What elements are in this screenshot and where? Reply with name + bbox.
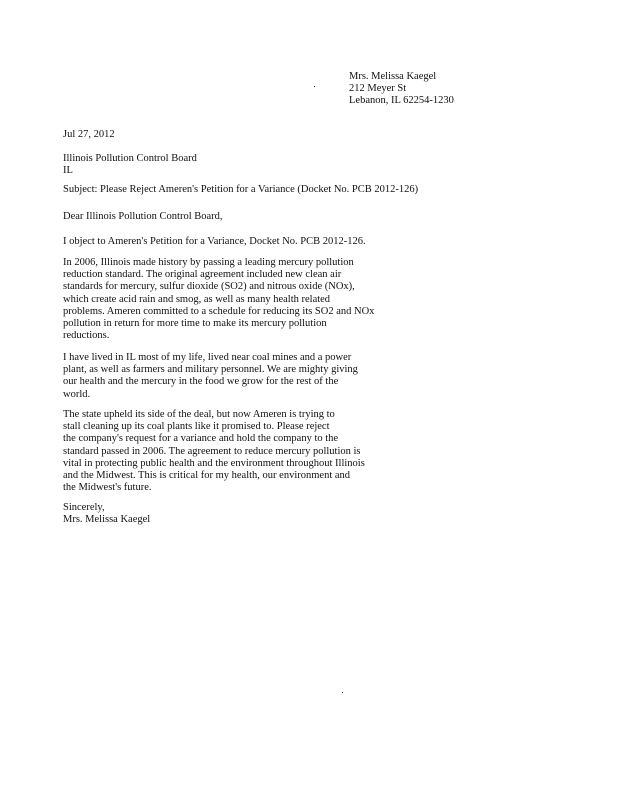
paragraph-line: I object to Ameren's Petition for a Variance, Docket No. PCB 2012-126.: [63, 236, 366, 247]
paragraph-line: which create acid rain and smog, as well as many health related: [63, 293, 331, 305]
sender-name: Mrs. Melissa Kaegel: [349, 71, 437, 82]
sender-street: 212 Meyer St: [349, 83, 407, 95]
paragraph-line: our health and the mercury in the food we grow for the rest of the: [63, 376, 339, 388]
sender-address: [349, 71, 454, 108]
paragraph-line: standard passed in 2006. The agreement to reduce mercury pollution is: [63, 445, 361, 457]
scan-speck: [314, 86, 315, 87]
letter-closing: [63, 502, 150, 526]
paragraph-line: In 2006, Illinois made history by passing a leading mercury pollution: [63, 257, 354, 268]
paragraph-line: I have lived in IL most of my life, lived near coal mines and a power: [63, 352, 352, 363]
paragraph-line: pollution in return for more time to make its mercury pollution: [63, 318, 327, 330]
letter-date: Jul 27, 2012: [63, 129, 115, 140]
recipient-name: Illinois Pollution Control Board: [63, 153, 197, 164]
recipient-address: [63, 153, 197, 177]
paragraph-line: and the Midwest. This is critical for my health, our environment and: [63, 470, 351, 482]
scan-speck: [342, 692, 343, 693]
recipient-state: IL: [63, 165, 73, 177]
paragraph-line: standards for mercury, sulfur dioxide (SO2) and nitrous oxide (NOx),: [63, 281, 355, 293]
paragraph-line: plant, as well as farmers and military personnel. We are mighty giving: [63, 364, 358, 376]
signature-name: Mrs. Melissa Kaegel: [63, 514, 151, 526]
salutation: Dear Illinois Pollution Control Board,: [63, 211, 223, 222]
paragraph-line: the Midwest's future.: [63, 482, 152, 494]
paragraph-line: The state upheld its side of the deal, but now Ameren is trying to: [63, 409, 335, 420]
paragraph-line: vital in protecting public health and the environment throughout Illinois: [63, 457, 365, 469]
subject-line: Subject: Please Reject Ameren's Petition for a Variance (Docket No. PCB 2012-126): [63, 184, 419, 195]
paragraph-personal: [63, 352, 358, 401]
paragraph-line: the company's request for a variance and hold the company to the: [63, 433, 339, 445]
paragraph-line: problems. Ameren committed to a schedule for reducing its SO2 and NOx: [63, 305, 375, 317]
paragraph-request: [63, 409, 365, 494]
paragraph-line: reductions.: [63, 330, 110, 342]
paragraph-history: [63, 257, 374, 342]
paragraph-line: reduction standard. The original agreement included new clean air: [63, 269, 342, 281]
paragraph-line: stall cleaning up its coal plants like it promised to. Please reject: [63, 421, 330, 433]
paragraph-objection: [63, 236, 366, 248]
valediction: Sincerely,: [63, 502, 105, 513]
sender-city: Lebanon, IL 62254-1230: [349, 95, 454, 107]
paragraph-line: world.: [63, 388, 91, 400]
